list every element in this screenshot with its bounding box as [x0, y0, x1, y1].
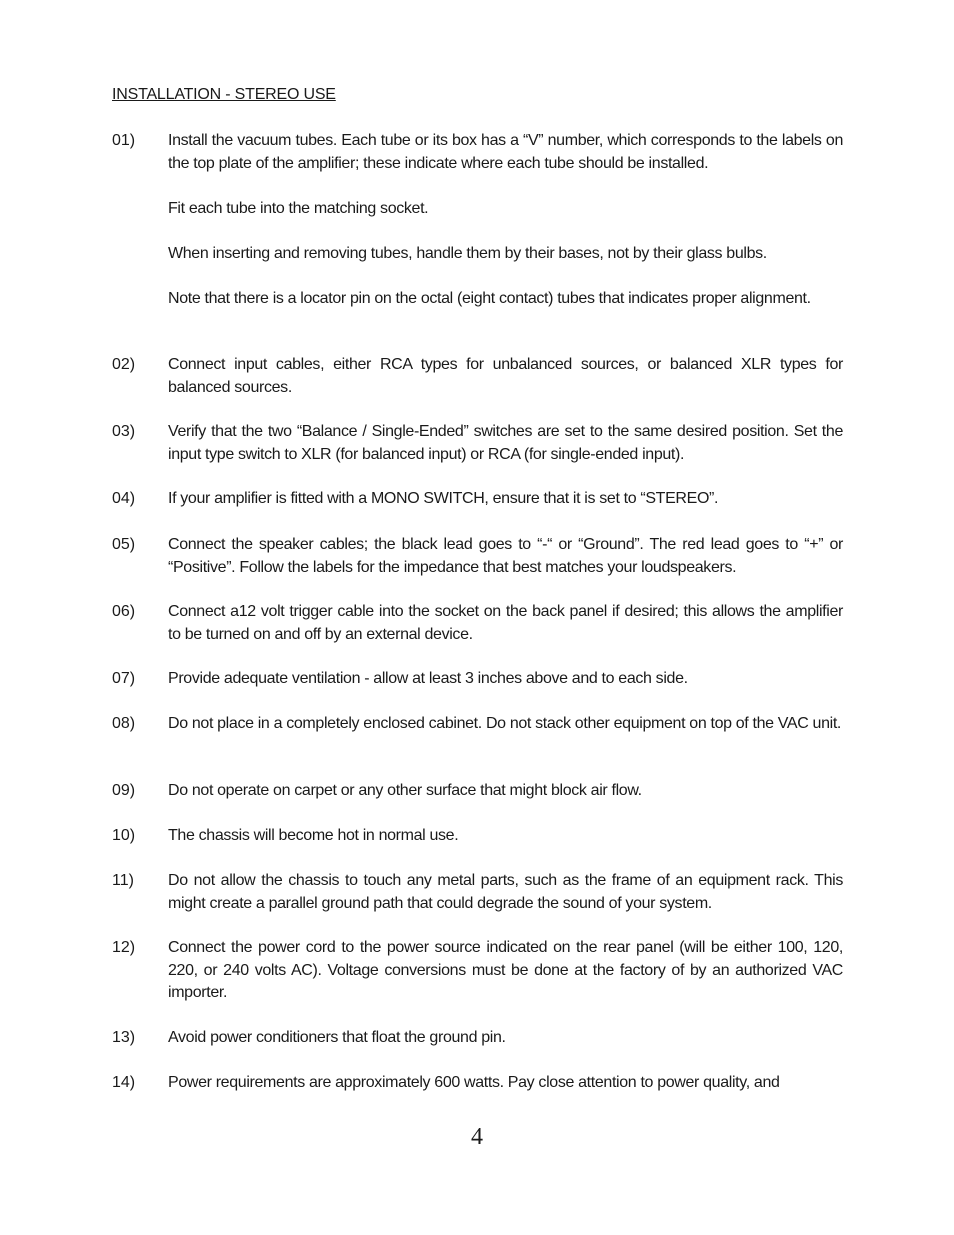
list-item: [112, 870, 843, 915]
section-title: INSTALLATION - STEREO USE: [112, 86, 336, 103]
item-paragraph: Do not allow the chassis to touch any metal parts, such as the frame of an equipment rack. This might create a parallel ground path that could degrade the sound of your system.: [168, 872, 843, 912]
item-number: 04): [112, 490, 136, 507]
item-paragraph: Provide adequate ventilation - allow at least 3 inches above and to each side.: [168, 670, 688, 687]
item-paragraph: Note that there is a locator pin on the octal (eight contact) tubes that indicates proper alignment.: [168, 289, 811, 307]
item-number: 05): [112, 536, 136, 553]
list-item: [112, 713, 843, 736]
item-number: 12): [112, 939, 136, 956]
item-number: 01): [112, 132, 136, 149]
item-paragraph: Do not place in a completely enclosed cabinet. Do not stack other equipment on top of the VAC unit.: [168, 715, 842, 732]
item-paragraph: Do not operate on carpet or any other surface that might block air flow.: [168, 782, 642, 799]
item-number: 08): [112, 715, 136, 732]
item-paragraph: Fit each tube into the matching socket.: [168, 199, 429, 217]
list-item: [112, 825, 843, 848]
list-item: [112, 354, 843, 399]
list-item: [112, 488, 843, 511]
item-number: 03): [112, 423, 136, 440]
list-item: [112, 937, 843, 1005]
list-item: [112, 1027, 843, 1050]
list-item: [112, 534, 843, 579]
list-item: [112, 1072, 843, 1095]
item-paragraph: Power requirements are approximately 600 watts. Pay close attention to power quality, and: [168, 1074, 780, 1091]
item-paragraph: Connect input cables, either RCA types for unbalanced sources, or balanced XLR types for balanced sources.: [168, 356, 843, 396]
item-paragraph: Install the vacuum tubes. Each tube or its box has a “V” number, which corresponds to the labels on the top plate of the amplifier; these indicate where each tube should be installed.: [168, 132, 843, 172]
item-paragraph: Connect the power cord to the power source indicated on the rear panel (will be either 100, 120, 220, or 240 volts AC). Voltage conversions must be done at the factory of by an authorized VAC importer.: [168, 939, 843, 1001]
item-paragraph: Avoid power conditioners that float the ground pin.: [168, 1029, 506, 1046]
page-number: 4: [471, 1124, 483, 1150]
item-paragraph: If your amplifier is fitted with a MONO SWITCH, ensure that it is set to “STEREO”.: [168, 490, 719, 507]
item-number: 06): [112, 603, 136, 620]
item-number: 07): [112, 670, 136, 687]
item-number: 09): [112, 782, 136, 799]
list-item: [112, 421, 843, 466]
item-paragraph: Connect the speaker cables; the black lead goes to “-“ or “Ground”. The red lead goes to “+” or “Positive”. Follow the labels for the impedance that best matches your loudspeakers.: [168, 536, 843, 576]
item-number: 14): [112, 1074, 136, 1091]
item-number: 02): [112, 356, 136, 373]
list-item: [112, 130, 843, 310]
item-number: 10): [112, 827, 136, 844]
item-paragraph: Verify that the two “Balance / Single-Ended” switches are set to the same desired position. Set the input type switch to XLR (for balanced input) or RCA (for single-ended input).: [168, 423, 843, 463]
item-number: 13): [112, 1029, 136, 1046]
item-paragraph: Connect a12 volt trigger cable into the socket on the back panel if desired; this allows the amplifier to be turned on and off by an external device.: [168, 603, 843, 643]
item-paragraph: When inserting and removing tubes, handle them by their bases, not by their glass bulbs.: [168, 244, 767, 262]
item-number: 11): [112, 872, 134, 889]
list-item: [112, 780, 843, 803]
list-item: [112, 601, 843, 646]
list-item: [112, 668, 843, 691]
item-paragraph: The chassis will become hot in normal use.: [168, 827, 459, 844]
